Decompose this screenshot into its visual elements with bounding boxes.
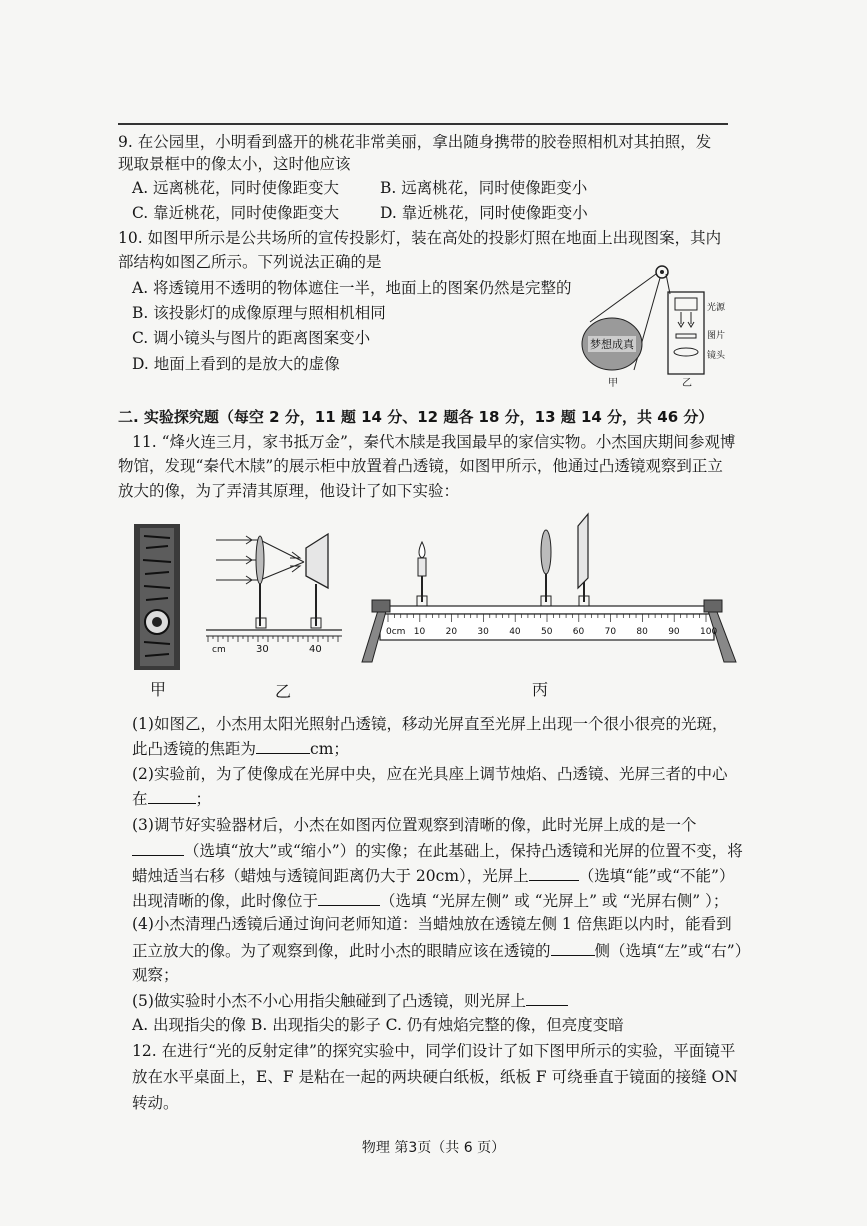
q9-option-a: A. 远离桃花，同时使像距变大 xyxy=(132,179,340,197)
bing-tick-label: 90 xyxy=(668,627,680,637)
yi-tick-40: 40 xyxy=(309,644,322,655)
page-footer: 物理 第3页（共 6 页） xyxy=(361,1140,506,1156)
q11-p4-line1: (4)小杰清理凸透镜后通过询问老师知道：当蜡烛放在透镜左侧 1 倍焦距以内时，能看到 xyxy=(132,915,732,933)
answer-blank-6[interactable] xyxy=(551,939,595,956)
q11-p3-line2: （选填“放大”或“缩小”）的实像；在此基础上，保持凸透镜和光屏的位置不变，将 xyxy=(132,839,743,862)
optical-bench-figure xyxy=(358,512,740,668)
q11-p1-line2: 此凸透镜的焦距为 cm； xyxy=(132,737,349,760)
answer-blank-3[interactable] xyxy=(132,839,184,856)
q11-p2-line2: 在 ； xyxy=(132,787,211,810)
projector-lamp-figure xyxy=(578,262,738,390)
q11-p1-line1: (1)如图乙，小杰用太阳光照射凸透镜，移动光屏直至光屏上出现一个很小很亮的光斑， xyxy=(132,715,728,733)
bing-tick-label: 30 xyxy=(477,627,489,637)
bing-tick-label: 10 xyxy=(413,627,426,637)
q11-p5-line1: (5)做实验时小杰不小心用指尖触碰到了凸透镜，则光屏上 xyxy=(132,989,568,1012)
q9-option-c: C. 靠近桃花，同时使像距变大 xyxy=(132,204,340,222)
top-rule xyxy=(118,123,728,125)
q10-option-d: D. 地面上看到的是放大的虚像 xyxy=(132,355,340,373)
q10-line2: 部结构如图乙所示。下列说法正确的是 xyxy=(118,253,382,271)
focal-length-figure xyxy=(206,526,342,662)
label-picture: 图片 xyxy=(707,331,726,341)
bing-tick-label: 50 xyxy=(541,627,553,637)
q11-p3-line3: 蜡烛适当右移（蜡烛与透镜间距离仍大于 20cm），光屏上 （选填“能”或“不能”） xyxy=(132,864,734,887)
q11-line2: 物馆，发现“秦代木牍”的展示柜中放置着凸透镜，如图甲所示，他通过凸透镜观察到正立 xyxy=(118,457,723,475)
caption-jia-11: 甲 xyxy=(150,680,167,699)
q10-option-a: A. 将透镜用不透明的物体遮住一半，地面上的图案仍然是完整的 xyxy=(132,279,572,297)
q11-p3-line1: (3)调节好实验器材后，小杰在如图丙位置观察到清晰的像，此时光屏上成的是一个 xyxy=(132,816,697,834)
answer-blank-7[interactable] xyxy=(526,989,568,1006)
q10-option-c: C. 调小镜头与图片的距离图案变小 xyxy=(132,329,371,347)
bing-tick-label: 20 xyxy=(445,627,458,637)
caption-yi: 乙 xyxy=(682,378,692,389)
bing-tick-label: 60 xyxy=(572,627,585,637)
q11-p3-line4: 出现清晰的像，此时像位于 （选填 “光屏左侧” 或 “光屏上” 或 “光屏右侧” ）； xyxy=(132,889,728,912)
caption-yi-11: 乙 xyxy=(275,682,292,701)
label-light-source: 光源 xyxy=(707,303,726,313)
bing-tick-label: 0cm xyxy=(386,627,406,637)
q12-line2: 放在水平桌面上，E、F 是粘在一起的两块硬白纸板，纸板 F 可绕垂直于镜面的接缝 ON xyxy=(132,1068,738,1086)
q9-option-b: B. 远离桃花，同时使像距变小 xyxy=(380,179,588,197)
answer-blank-5[interactable] xyxy=(318,889,380,906)
yi-tick-30: 30 xyxy=(256,644,269,655)
answer-blank-4[interactable] xyxy=(529,864,579,881)
pattern-text: 梦想成真 xyxy=(590,338,634,351)
q11-p4-line2: 正立放大的像。为了观察到像，此时小杰的眼睛应该在透镜的 侧（选填“左”或“右”） xyxy=(132,939,750,962)
q10-option-b: B. 该投影灯的成像原理与照相机相同 xyxy=(132,304,386,322)
bing-tick-label: 80 xyxy=(636,627,648,637)
q11-line1: 11. “烽火连三月，家书抵万金”，秦代木牍是我国最早的家信实物。小杰国庆期间参观博 xyxy=(132,433,736,451)
q11-line3: 放大的像，为了弄清其原理，他设计了如下实验： xyxy=(118,482,460,500)
wooden-slip-photo xyxy=(134,524,180,670)
caption-bing-11: 丙 xyxy=(532,680,549,699)
bing-tick-label: 100 xyxy=(700,627,718,637)
q12-line1: 12. 在进行“光的反射定律”的探究实验中，同学们设计了如下图甲所示的实验，平面镜平 xyxy=(132,1042,736,1060)
q12-line3: 转动。 xyxy=(132,1094,179,1112)
q11-p2-line1: (2)实验前，为了使像成在光屏中央，应在光具座上调节烛焰、凸透镜、光屏三者的中心 xyxy=(132,765,728,783)
label-lens: 镜头 xyxy=(707,351,726,361)
answer-blank-1[interactable] xyxy=(256,737,310,754)
q9-line1: 9. 在公园里，小明看到盛开的桃花非常美丽，拿出随身携带的胶卷照相机对其拍照，发 xyxy=(118,133,712,151)
q9-line2: 现取景框中的像太小，这时他应该 xyxy=(118,155,351,173)
q9-option-d: D. 靠近桃花，同时使像距变小 xyxy=(380,204,588,222)
section-2-heading: 二. 实验探究题（每空 2 分，11 题 14 分、12 题各 18 分，13 题 14 分，共 46 分） xyxy=(118,408,714,426)
q11-p5-options: A. 出现指尖的像 B. 出现指尖的影子 C. 仍有烛焰完整的像，但亮度变暗 xyxy=(132,1016,624,1034)
bing-tick-label: 40 xyxy=(509,627,521,637)
q11-p4-line3: 观察； xyxy=(132,966,179,984)
answer-blank-2[interactable] xyxy=(148,787,196,804)
q10-line1: 10. 如图甲所示是公共场所的宣传投影灯，装在高处的投影灯照在地面上出现图案，其内 xyxy=(118,229,722,247)
bing-tick-label: 70 xyxy=(604,627,617,637)
yi-unit-label: cm xyxy=(212,645,226,655)
caption-jia: 甲 xyxy=(608,378,618,389)
